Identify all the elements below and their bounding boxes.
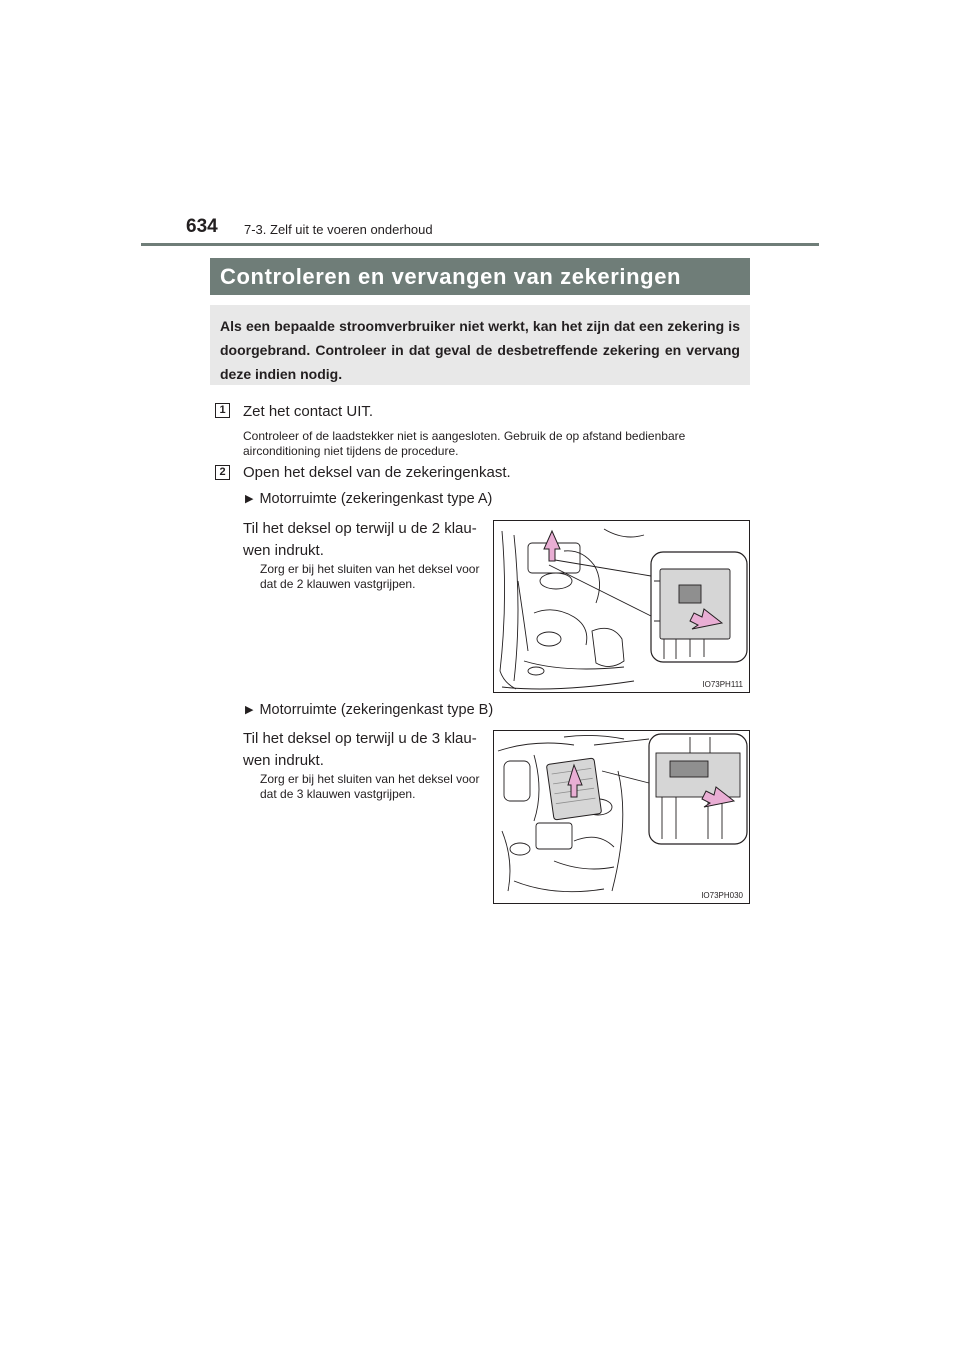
step-1-note: Controleer of de laadstekker niet is aangesloten. Gebruik de op afstand bedienbare airconditioning niet tijdens de procedure. xyxy=(243,429,686,458)
step-2-badge: 2 xyxy=(215,465,230,480)
press-arrow-icon xyxy=(544,531,560,561)
figure-code-a: IO73PH111 xyxy=(702,680,743,689)
step-1-badge: 1 xyxy=(215,403,230,418)
intro-box xyxy=(210,305,750,385)
page-number: 634 xyxy=(186,216,218,237)
bullet-type-b-label: Motorruimte (zekeringenkast type B) xyxy=(259,702,494,718)
bullet-type-b xyxy=(245,702,493,718)
engine-bay-illustration-b xyxy=(494,731,750,904)
section-label: 7-3. Zelf uit te voeren onderhoud xyxy=(244,222,433,237)
triangle-right-icon: ▶ xyxy=(245,704,254,716)
figure-type-a xyxy=(493,520,750,693)
type-b-note: Zorg er bij het sluiten van het deksel voor dat de 3 klauwen vastgrijpen. xyxy=(260,772,480,801)
header-rule xyxy=(141,243,819,246)
figure-type-b xyxy=(493,730,750,904)
step-1-text: Zet het contact UIT. xyxy=(243,403,374,420)
type-a-note: Zorg er bij het sluiten van het deksel voor dat de 2 klauwen vastgrijpen. xyxy=(260,562,480,591)
page-title: Controleren en vervangen van zekeringen xyxy=(210,258,750,295)
step-2-text: Open het deksel van de zekeringenkast. xyxy=(243,464,511,481)
triangle-right-icon: ▶ xyxy=(245,493,254,505)
engine-bay-illustration-a xyxy=(494,521,750,693)
bullet-type-a xyxy=(245,491,492,507)
type-a-instruction: Til het deksel op terwijl u de 2 klau-wen indrukt. xyxy=(243,520,477,559)
type-b-instruction: Til het deksel op terwijl u de 3 klau-wen indrukt. xyxy=(243,730,477,769)
figure-code-b: IO73PH030 xyxy=(701,891,743,900)
bullet-type-a-label: Motorruimte (zekeringenkast type A) xyxy=(259,491,493,507)
intro-text: Als een bepaalde stroomverbruiker niet werkt, kan het zijn dat een zekering is doorgebrand. Controleer in dat geval de desbetreffende zekering en vervang deze indien nodig. xyxy=(220,318,740,382)
